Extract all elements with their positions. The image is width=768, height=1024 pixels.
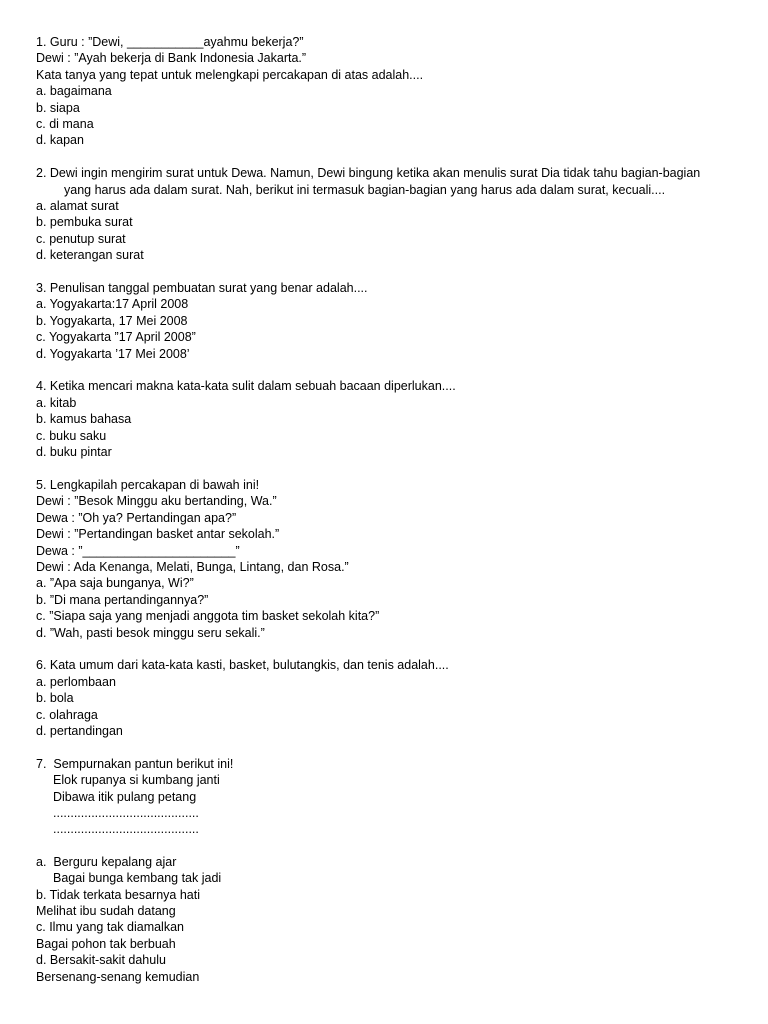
option-c: c. di mana (36, 117, 94, 132)
dialog-line: Dewi : ”Besok Minggu aku bertanding, Wa.” (36, 494, 277, 509)
question-4 (36, 378, 738, 460)
option-b: b. Yogyakarta, 17 Mei 2008 (36, 313, 188, 328)
option-d: d. pertandingan (36, 723, 123, 738)
option-b: b. ”Di mana pertandingannya?” (36, 592, 209, 607)
option-a: a. perlombaan (36, 674, 116, 689)
option-a: a. alamat surat (36, 199, 119, 214)
question-7 (36, 756, 738, 985)
question-6-text: 6. Kata umum dari kata-kata kasti, basket, bulutangkis, dan tenis adalah.... (36, 658, 449, 673)
pantun-blank-line: .......................................... (53, 822, 199, 837)
option-c: c. penutup surat (36, 231, 126, 246)
question-6 (36, 657, 738, 739)
option-b: b. Tidak terkata besarnya hati (36, 887, 200, 902)
dialog-line: Dewi : Ada Kenanga, Melati, Bunga, Lintang, dan Rosa.” (36, 559, 349, 574)
option-d: d. ”Wah, pasti besok minggu seru sekali.” (36, 625, 265, 640)
option-a-cont: Bagai bunga kembang tak jadi (53, 871, 222, 886)
question-1-text: 1. Guru : ”Dewi, ___________ayahmu bekerja?” (36, 35, 304, 49)
question-4-text: 4. Ketika mencari makna kata-kata sulit dalam sebuah bacaan diperlukan.... (36, 379, 456, 394)
question-3-text: 3. Penulisan tanggal pembuatan surat yang benar adalah.... (36, 281, 368, 296)
option-b: b. siapa (36, 100, 80, 115)
option-c: c. Ilmu yang tak diamalkan (36, 920, 184, 935)
option-d: d. Yogyakarta ’17 Mei 2008’ (36, 346, 190, 361)
option-c: c. ”Siapa saja yang menjadi anggota tim basket sekolah kita?” (36, 609, 380, 624)
question-2 (36, 165, 738, 263)
option-d: d. kapan (36, 133, 84, 148)
option-c-cont: Bagai pohon tak berbuah (36, 936, 176, 951)
question-5 (36, 477, 738, 641)
option-b: b. bola (36, 691, 74, 706)
dialog-blank-line: Dewa : ”______________________” (36, 543, 240, 558)
pantun-line: Dibawa itik pulang petang (53, 789, 197, 804)
question-1 (36, 34, 738, 149)
question-3 (36, 280, 738, 362)
option-d: d. keterangan surat (36, 248, 144, 263)
option-d-cont: Bersenang-senang kemudian (36, 969, 200, 984)
question-1-dialog: Dewi : ”Ayah bekerja di Bank Indonesia Jakarta.” (36, 51, 307, 66)
option-a: a. kitab (36, 395, 77, 410)
option-a: a. bagaimana (36, 84, 112, 99)
option-b-cont: Melihat ibu sudah datang (36, 904, 176, 919)
option-b: b. pembuka surat (36, 215, 133, 230)
question-2-text: 2. Dewi ingin mengirim surat untuk Dewa. Namun, Dewi bingung ketika akan menulis surat Dia tidak tahu bagian-bagian (36, 166, 701, 181)
option-c: c. Yogyakarta ”17 April 2008” (36, 330, 196, 345)
quiz-document (36, 34, 738, 985)
dialog-line: Dewi : ”Pertandingan basket antar sekolah.” (36, 527, 280, 542)
question-2-text-cont: yang harus ada dalam surat. Nah, berikut ini termasuk bagian-bagian yang harus ada dalam surat, kecuali.... (64, 182, 666, 197)
option-b: b. kamus bahasa (36, 412, 132, 427)
option-a: a. Yogyakarta:17 April 2008 (36, 297, 189, 312)
pantun-line: Elok rupanya si kumbang janti (53, 773, 220, 788)
question-7-text: 7. Sempurnakan pantun berikut ini! (36, 756, 234, 771)
pantun-blank-line: .......................................... (53, 806, 199, 820)
option-c: c. buku saku (36, 428, 107, 443)
option-a: a. ”Apa saja bunganya, Wi?” (36, 576, 194, 591)
option-c: c. olahraga (36, 707, 98, 722)
question-5-text: 5. Lengkapilah percakapan di bawah ini! (36, 477, 260, 492)
option-d: d. buku pintar (36, 445, 112, 460)
question-1-prompt: Kata tanya yang tepat untuk melengkapi percakapan di atas adalah.... (36, 67, 424, 82)
dialog-line: Dewa : ”Oh ya? Pertandingan apa?” (36, 510, 237, 525)
option-a: a. Berguru kepalang ajar (36, 854, 177, 869)
option-d: d. Bersakit-sakit dahulu (36, 953, 166, 968)
